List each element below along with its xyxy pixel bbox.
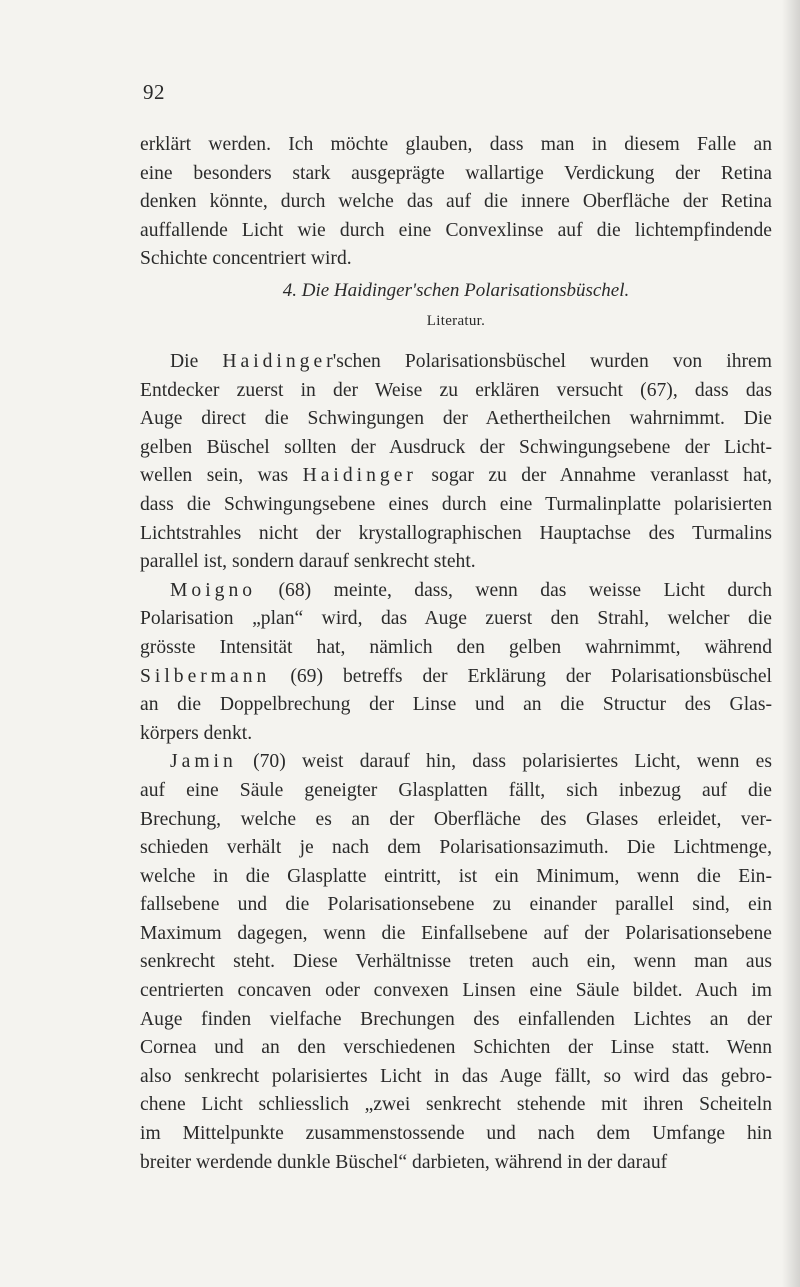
text-segment: welche in die Glasplatte eintritt, ist ein Minimum, wenn die Ein- bbox=[140, 865, 772, 887]
text-line bbox=[140, 491, 772, 520]
text-line bbox=[140, 1063, 772, 1092]
text-line bbox=[140, 777, 772, 806]
text-segment: wellen sein, was bbox=[140, 465, 303, 487]
text-line bbox=[140, 462, 772, 491]
text-segment: Cornea und an den verschiedenen Schichten der Linse statt. Wenn bbox=[140, 1037, 772, 1059]
text-segment: (69) betreffs der Erklärung der Polarisationsbüschel bbox=[270, 665, 772, 687]
text-segment: Auge direct die Schwingungen der Aethertheilchen wahrnimmt. Die bbox=[140, 408, 772, 430]
text-line bbox=[140, 434, 772, 463]
text-line bbox=[140, 1091, 772, 1120]
text-segment: senkrecht steht. Diese Verhältnisse treten auch ein, wenn man aus bbox=[140, 951, 772, 973]
text-segment: im Mittelpunkte zusammenstossende und nach dem Umfange hin bbox=[140, 1123, 772, 1145]
text-segment: Die bbox=[170, 351, 223, 372]
text-segment: fallsebene und die Polarisationsebene zu einander parallel sind, ein bbox=[140, 894, 772, 916]
text-line bbox=[140, 405, 772, 434]
text-line bbox=[140, 1006, 772, 1035]
text-line bbox=[140, 691, 772, 720]
text-segment: chene Licht schliesslich „zwei senkrecht stehende mit ihren Scheiteln bbox=[140, 1094, 772, 1116]
author-name: Silbermann bbox=[140, 665, 271, 687]
text-line bbox=[140, 348, 772, 377]
author-name: Haidinger bbox=[302, 465, 417, 487]
text-segment: breiter werdende dunkle Büschel“ darbieten, während in der darauf bbox=[140, 1151, 668, 1173]
text-segment: (68) meinte, dass, wenn das weisse Licht durch bbox=[256, 579, 772, 601]
section-body bbox=[140, 348, 772, 1177]
text-line bbox=[140, 834, 772, 863]
text-line bbox=[140, 1034, 772, 1063]
text-line: eine besonders stark ausgeprägte wallartige Verdickung der Retina bbox=[140, 162, 772, 184]
text-line bbox=[140, 891, 772, 920]
text-line bbox=[140, 806, 772, 835]
text-line: auffallende Licht wie durch eine Convexlinse auf die lichtempfindende bbox=[140, 219, 772, 241]
text-segment: dass die Schwingungsebene eines durch eine Turmalinplatte polarisierten bbox=[140, 493, 772, 515]
text-segment: Lichtstrahles nicht der krystallographischen Hauptachse des Turmalins bbox=[140, 522, 772, 544]
text-segment: also senkrecht polarisiertes Licht in das Auge fällt, so wird das gebro- bbox=[140, 1065, 772, 1087]
text-segment: Maximum dagegen, wenn die Einfallsebene auf der Polarisationsebene bbox=[140, 922, 772, 944]
text-segment: schieden verhält je nach dem Polarisationsazimuth. Die Lichtmenge, bbox=[140, 837, 772, 859]
text-segment: centrierten concaven oder convexen Linsen eine Säule bildet. Auch im bbox=[140, 980, 772, 1002]
text-line bbox=[140, 948, 772, 977]
section-subheading: Literatur. bbox=[426, 313, 486, 329]
text-line bbox=[140, 720, 772, 749]
text-segment: körpers denkt. bbox=[140, 722, 253, 744]
text-segment: r'schen Polarisationsbüschel wurden von ihrem bbox=[326, 351, 772, 372]
text-segment: grösste Intensität hat, nämlich den gelben wahrnimmt, während bbox=[140, 636, 772, 658]
text-segment: Polarisation „plan“ wird, das Auge zuerst den Strahl, welcher die bbox=[140, 608, 772, 630]
text-line bbox=[140, 520, 772, 549]
text-line: erklärt werden. Ich möchte glauben, dass man in diesem Falle an bbox=[140, 134, 772, 155]
author-name: Moigno bbox=[170, 579, 257, 601]
text-segment: Auge finden vielfache Brechungen des einfallenden Lichtes an der bbox=[140, 1008, 772, 1030]
text-line bbox=[140, 577, 772, 606]
text-line bbox=[140, 663, 772, 692]
text-segment: Brechung, welche es an der Oberfläche des Glases erleidet, ver- bbox=[140, 808, 772, 830]
text-line: denken könnte, durch welche das auf die innere Oberfläche der Retina bbox=[140, 191, 772, 213]
text-segment: gelben Büschel sollten der Ausdruck der Schwingungsebene der Licht- bbox=[140, 436, 772, 458]
text-line bbox=[140, 1149, 772, 1178]
text-segment: parallel ist, sondern darauf senkrecht steht. bbox=[140, 551, 476, 573]
text-segment: an die Doppelbrechung der Linse und an die Structur des Glas- bbox=[140, 694, 772, 716]
text-segment: sogar zu der Annahme veranlasst hat, bbox=[416, 465, 772, 487]
text-line bbox=[140, 377, 772, 406]
text-line bbox=[140, 605, 772, 634]
page-number: 92 bbox=[143, 80, 165, 104]
author-name: Jamin bbox=[170, 751, 237, 773]
paragraph-intro bbox=[140, 131, 772, 274]
text-line bbox=[140, 977, 772, 1006]
text-segment: (70) weist darauf hin, dass polarisiertes Licht, wenn es bbox=[236, 751, 772, 773]
text-line bbox=[140, 748, 772, 777]
text-line bbox=[140, 634, 772, 663]
section-heading: 4. Die Haidinger'schen Polarisationsbüschel. bbox=[282, 280, 630, 301]
text-line: Schichte concentriert wird. bbox=[140, 248, 352, 270]
page-edge-shadow bbox=[782, 0, 800, 1287]
text-segment: Entdecker zuerst in der Weise zu erklären versucht (67), dass das bbox=[140, 379, 772, 401]
text-line bbox=[140, 1120, 772, 1149]
author-name: Haidinge bbox=[222, 351, 327, 372]
text-line bbox=[140, 548, 772, 577]
text-line bbox=[140, 920, 772, 949]
text-line bbox=[140, 863, 772, 892]
text-segment: auf eine Säule geneigter Glasplatten fällt, sich inbezug auf die bbox=[140, 779, 772, 801]
